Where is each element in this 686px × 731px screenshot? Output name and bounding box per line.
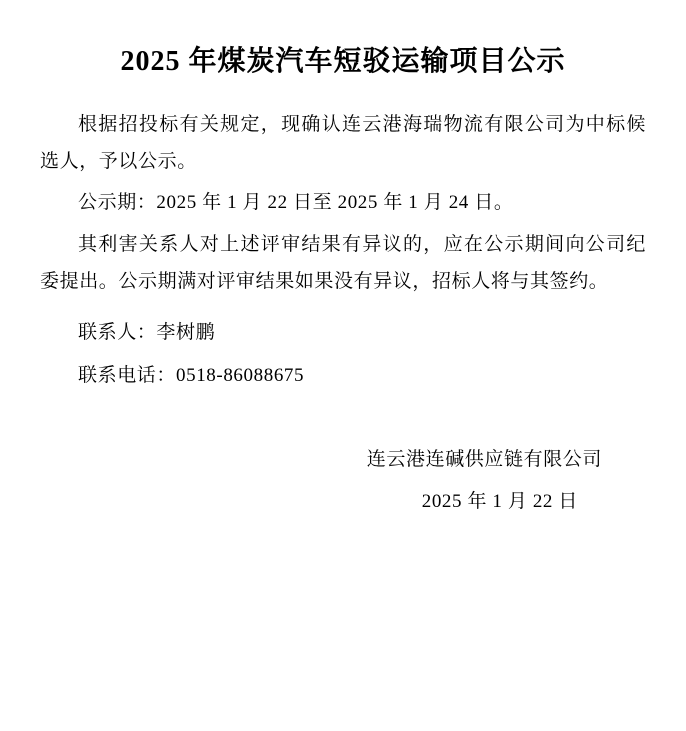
paragraph-publicity-period: 公示期：2025 年 1 月 22 日至 2025 年 1 月 24 日。 bbox=[78, 192, 514, 214]
page-title: 2025 年煤炭汽车短驳运输项目公示 bbox=[120, 46, 566, 77]
contact-block bbox=[40, 314, 646, 394]
document-body bbox=[40, 106, 646, 299]
paragraph-objection: 其利害关系人对上述评审结果有异议的，应在公示期间向公司纪委提出。公示期满对评审结果如果没有异议，招标人将与其签约。 bbox=[40, 233, 646, 292]
signature-block bbox=[40, 442, 646, 520]
signature-organization: 连云港连碱供应链有限公司 bbox=[366, 448, 602, 470]
contact-person: 联系人：李树鹏 bbox=[78, 321, 216, 343]
paragraph-announcement: 根据招投标有关规定，现确认连云港海瑞物流有限公司为中标候选人，予以公示。 bbox=[40, 114, 646, 173]
contact-phone: 联系电话：0518-86088675 bbox=[78, 364, 305, 386]
signature-date: 2025 年 1 月 22 日 bbox=[421, 490, 578, 512]
